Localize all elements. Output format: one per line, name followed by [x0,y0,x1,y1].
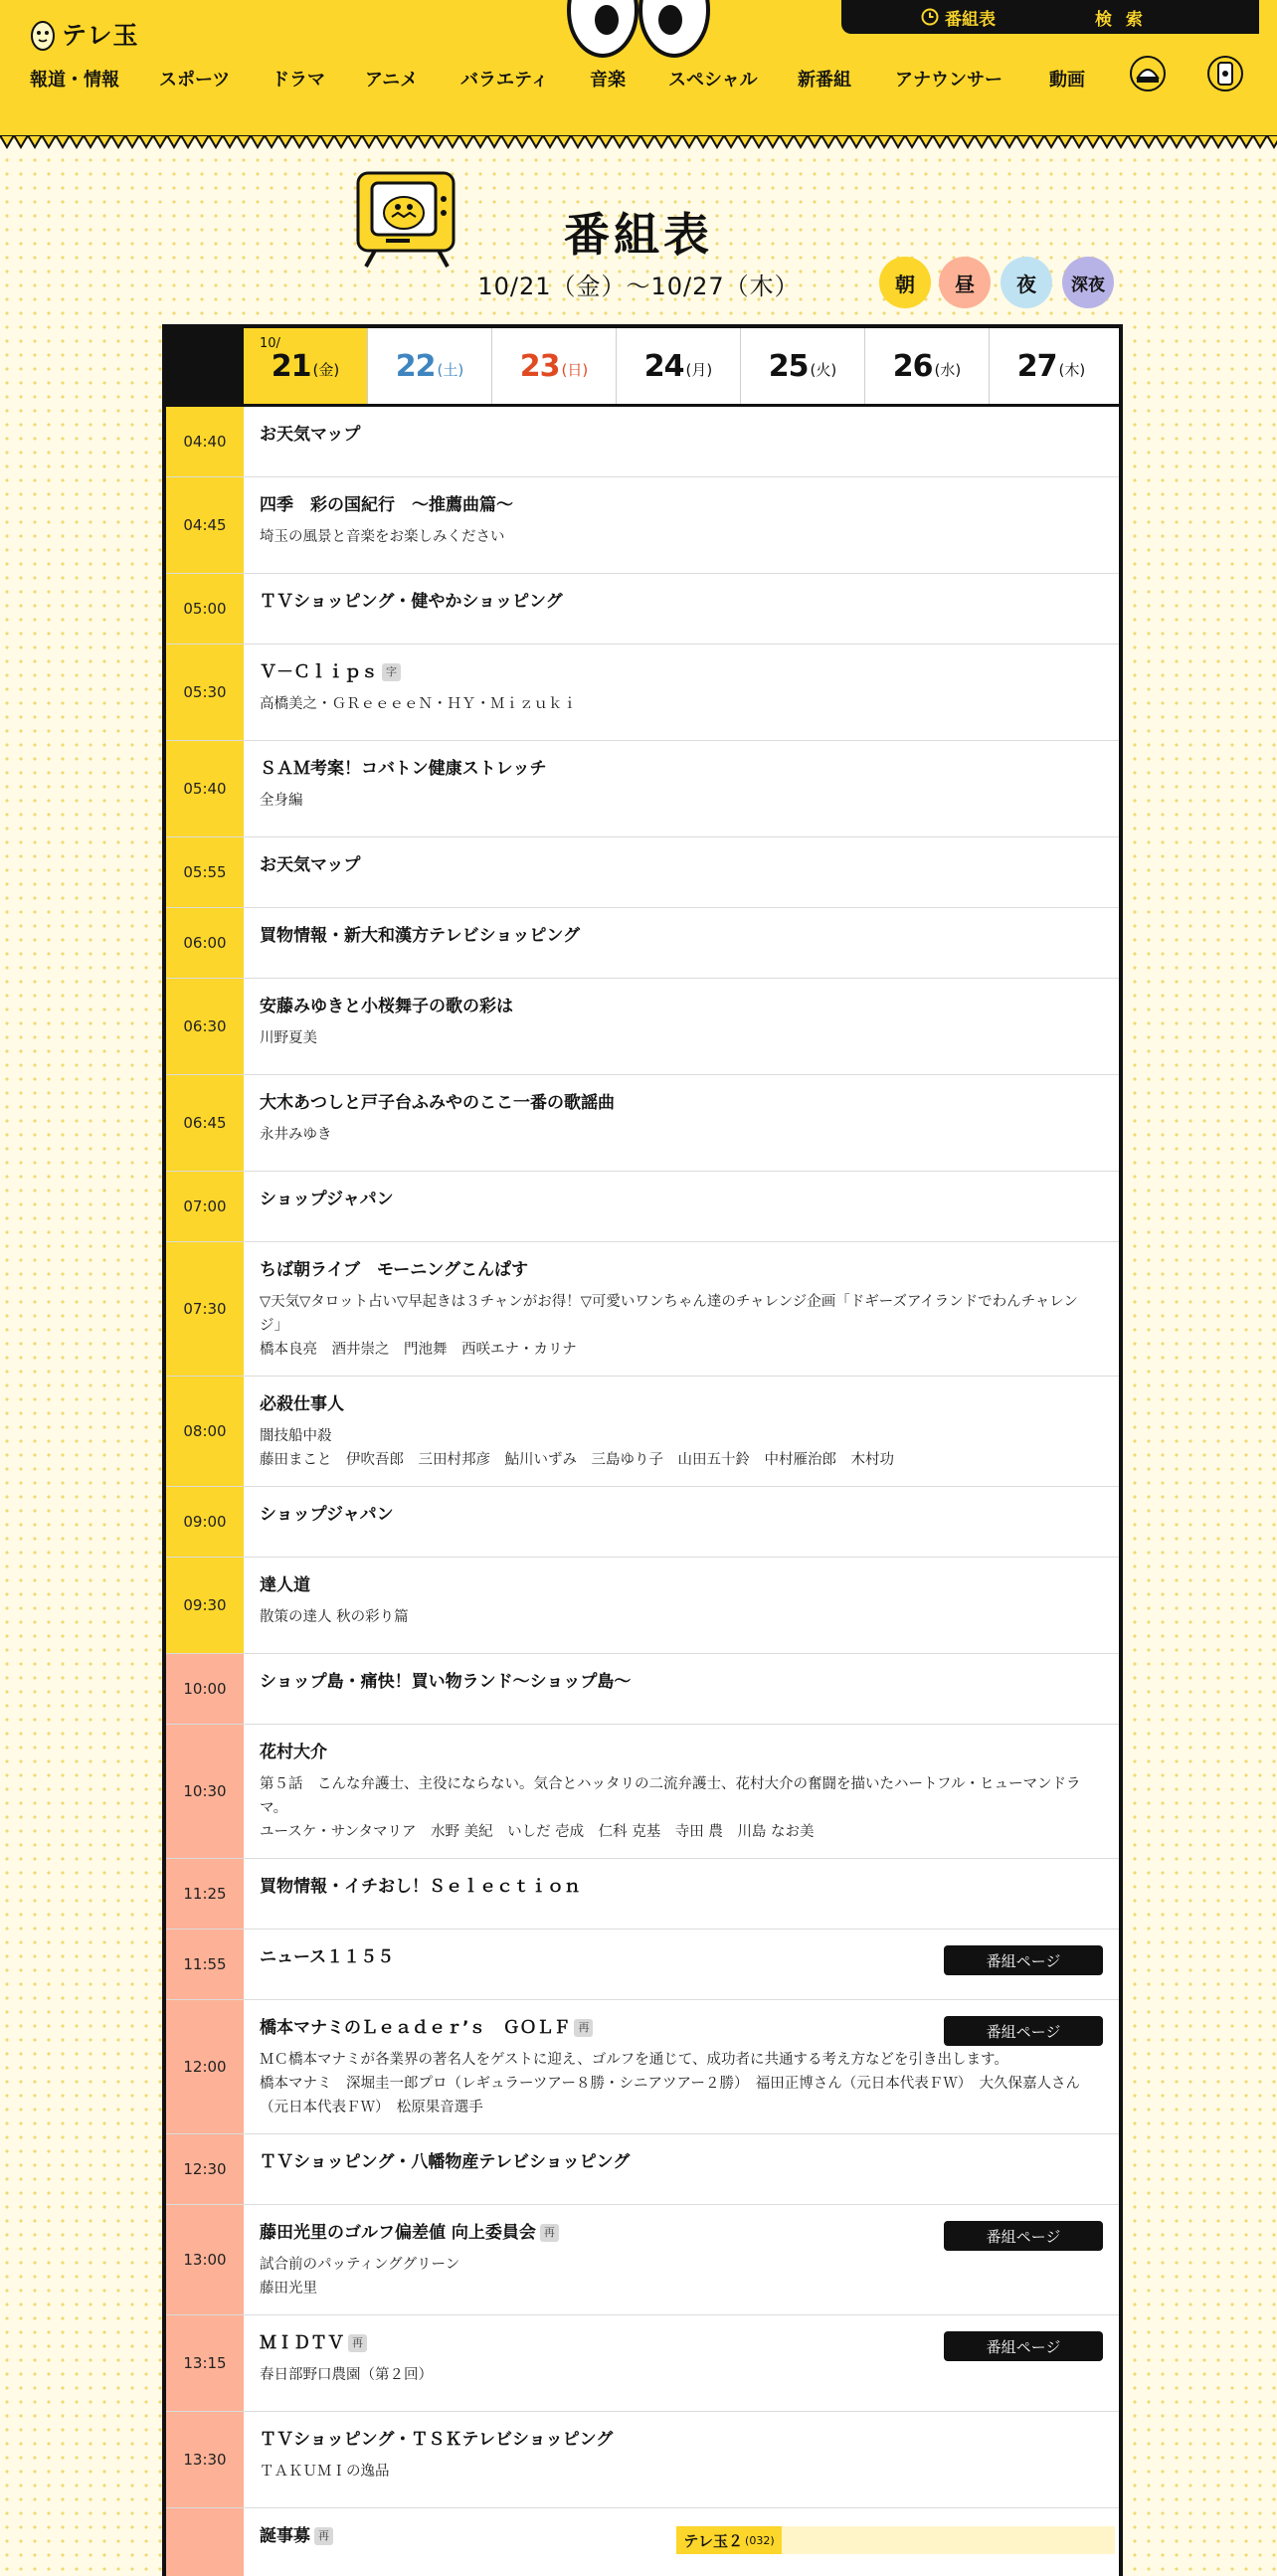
program-row[interactable] [166,1242,1119,1377]
program-body [244,574,1119,644]
logo-text: テレ玉 [62,21,139,50]
program-time: 10:00 [166,1654,244,1724]
day-tab-weekday: (日) [561,360,589,379]
day-tab-date: 25 [768,348,809,384]
program-time: 13:30 [166,2412,244,2507]
nav-item[interactable]: スペシャル [668,70,758,91]
tamago-mascot-icon [30,14,56,54]
program-badge: 再 [540,2224,559,2242]
program-time: 05:00 [166,574,244,644]
day-tab-date: 21 [271,348,311,384]
program-page-button[interactable]: 番組ページ [944,2221,1103,2251]
program-body [244,1558,1119,1653]
program-title[interactable]: ＴＶショッピング・健やかショッピング [260,592,563,612]
program-body [244,1377,1119,1486]
date-range: 10/21（金）〜10/27（木） [477,273,800,300]
program-description: 全身編 [260,793,303,809]
program-row[interactable] [166,644,1119,741]
program-body [244,2134,1119,2204]
program-row[interactable] [166,1558,1119,1654]
program-time: 13:00 [166,2205,244,2314]
program-time: 09:30 [166,1558,244,1653]
program-row[interactable] [166,1377,1119,1487]
program-title[interactable]: ショップジャパン [260,1190,394,1209]
program-title-line [260,1571,1103,1599]
program-title[interactable]: 買物情報・新大和漢方テレビショッピング [260,926,580,946]
program-row[interactable] [166,1075,1119,1172]
day-tabs [166,328,1119,407]
time-of-day-button[interactable]: 朝 [879,257,931,308]
day-tab-weekday: (月) [685,360,713,379]
program-time: 13:15 [166,2315,244,2411]
nav-item[interactable]: 報道・情報 [30,70,119,91]
teletama-club-icon[interactable] [1128,54,1168,93]
program-title[interactable]: 大木あつしと戸子台ふみやのここ一番の歌謡曲 [260,1093,615,1113]
program-title-line [260,755,1103,783]
program-row[interactable] [166,2315,1119,2412]
schedule-link-label: 番組表 [945,9,996,30]
program-row[interactable] [166,574,1119,644]
time-of-day-button[interactable]: 深夜 [1062,257,1114,308]
program-title-line [260,1739,1103,1766]
program-body [244,407,1119,476]
search-link[interactable] [1095,5,1147,30]
program-row[interactable] [166,908,1119,979]
program-body [244,644,1119,740]
program-body [244,908,1119,978]
program-body [244,1930,1119,1999]
program-description: 闇技船中殺 藤田まこと 伊吹吾郎 三田村邦彦 鮎川いずみ 三島ゆり子 山田五十鈴 中村雁治郎 木村功 [260,1428,894,1468]
program-row[interactable] [166,2205,1119,2315]
program-title[interactable]: お天気マップ [260,855,361,875]
program-time: 04:40 [166,407,244,476]
channel-tag[interactable] [676,2526,782,2554]
channel-name: テレ玉２ [683,2531,744,2550]
program-page-button[interactable]: 番組ページ [944,2331,1103,2361]
program-time: 05:55 [166,837,244,907]
program-time: 04:45 [166,477,244,573]
program-row[interactable] [166,1654,1119,1725]
program-title[interactable]: 藤田光里のゴルフ偏差値 向上委員会 [260,2223,536,2243]
day-tab-date: 23 [519,348,560,384]
day-tab-month: 10/ [260,336,280,351]
program-row[interactable] [166,2000,1119,2134]
program-title-line [260,922,1103,950]
program-title-line [260,851,1103,879]
program-row[interactable] [166,2412,1119,2508]
program-title[interactable]: 橋本マナミのＬｅａｄｅｒ’ｓ ＧＯＬＦ [260,2018,571,2038]
program-title[interactable]: 買物情報・イチおし！Ｓｅｌｅｃｔｉｏｎ [260,1877,581,1897]
program-title[interactable]: ＴＶショッピング・八幡物産テレビショッピング [260,2152,631,2172]
program-list [166,407,1119,2576]
program-time: 07:30 [166,1242,244,1376]
clock-icon [921,8,939,26]
day-tab-weekday: (火) [810,360,837,379]
day-tab[interactable] [491,328,616,404]
program-body [244,1654,1119,1724]
day-tab-weekday: (金) [312,360,340,379]
mascot-eyes-icon [567,0,711,62]
program-schedule [162,324,1123,2576]
program-row[interactable] [166,1725,1119,1859]
site-header [0,0,1277,139]
program-description: 川野夏美 [260,1030,317,1046]
program-badge: 字 [382,663,401,681]
program-time: 11:25 [166,1859,244,1929]
program-body [244,1242,1119,1376]
program-description: ▽天気▽タロット占い▽早起きは３チャンがお得！▽可愛いワンちゃん達のチャレンジ企画「ドギーズアイランドでわんチャレンジ」 橋本良亮 酒井崇之 門池舞 西咲エナ・カリナ [260,1294,1078,1358]
day-tabs-corner [166,328,244,404]
day-tab[interactable] [616,328,740,404]
day-tab[interactable] [864,328,989,404]
teletama-data-icon[interactable] [1205,54,1245,93]
program-title-line [260,588,1103,616]
page-title: 番組表 [564,208,713,262]
program-title-line [260,1089,1103,1117]
program-row[interactable] [166,407,1119,477]
program-body [244,1487,1119,1557]
program-row[interactable] [166,837,1119,908]
time-of-day-button[interactable]: 夜 [1001,257,1052,308]
day-tab-weekday: (水) [934,360,962,379]
nav-item[interactable]: アナウンサー [895,70,1003,91]
program-body [244,1725,1119,1858]
program-title-line [260,1873,1103,1901]
program-body [244,2000,1119,2133]
program-title[interactable]: ＭＩＤＴＶ [260,2333,344,2353]
schedule-link[interactable] [921,5,996,30]
program-body [244,837,1119,907]
program-time: 06:45 [166,1075,244,1171]
day-tab[interactable] [740,328,864,404]
day-tab[interactable] [989,328,1113,404]
program-description: 散策の達人 秋の彩り篇 [260,1609,409,1625]
nav-item[interactable]: バラエティ [460,70,549,91]
program-title[interactable]: Ｖ－Ｃｌｉｐｓ [260,662,378,682]
program-body [244,1859,1119,1929]
program-title[interactable]: ショップジャパン [260,1505,394,1525]
program-title-line [260,658,1103,686]
program-body [244,2315,1119,2411]
day-tab-date: 27 [1016,348,1057,384]
program-time: 12:00 [166,2000,244,2133]
program-title[interactable]: ＴＶショッピング・ＴＳＫテレビショッピング [260,2430,614,2450]
nav-item[interactable]: 動画 [1049,70,1085,91]
day-tab-date: 26 [892,348,933,384]
program-description: 埼玉の風景と音楽をお楽しみください [260,529,505,545]
program-time: 09:00 [166,1487,244,1557]
program-title-line [260,491,1103,519]
program-page-button[interactable]: 番組ページ [944,2016,1103,2046]
program-title-line [260,1390,1103,1418]
day-tab-date: 24 [643,348,684,384]
program-row[interactable] [166,741,1119,837]
program-time: 06:00 [166,908,244,978]
program-title[interactable]: 達人道 [260,1575,310,1595]
program-time: 12:30 [166,2134,244,2204]
program-row[interactable] [166,1859,1119,1930]
program-title[interactable]: ニュース１１５５ [260,1947,395,1967]
program-time: 10:30 [166,1725,244,1858]
day-tab-date: 22 [395,348,436,384]
program-row[interactable] [166,979,1119,1075]
program-row[interactable] [166,1172,1119,1242]
program-description: 春日部野口農園（第２回） [260,2367,433,2383]
program-time: 11:55 [166,1930,244,1999]
program-title[interactable]: 必殺仕事人 [260,1394,344,1414]
program-body [244,2412,1119,2507]
day-tab-weekday: (木) [1058,360,1086,379]
day-tab-weekday: (土) [437,360,464,379]
program-title[interactable]: ＳＡＭ考案！コバトン健康ストレッチ [260,759,547,779]
time-of-day-button[interactable]: 昼 [939,257,991,308]
channel-band [782,2526,1115,2554]
program-time: 07:00 [166,1172,244,1241]
program-badge: 再 [348,2334,367,2352]
program-title-line [260,2148,1103,2176]
nav-item[interactable]: ドラマ [272,70,325,91]
program-row[interactable] [166,477,1119,574]
program-title[interactable]: ちば朝ライブ モーニングこんぱす [260,1260,528,1280]
day-tab[interactable] [367,328,491,404]
program-title-line [260,993,1103,1020]
program-title[interactable]: 誕事募 [260,2526,310,2546]
program-time [166,2508,244,2576]
program-time: 05:40 [166,741,244,836]
program-title[interactable]: 花村大介 [260,1743,327,1762]
program-title[interactable]: 安藤みゆきと小桜舞子の歌の彩は [260,997,513,1016]
program-badge: 再 [574,2019,593,2037]
program-title-line [260,421,1103,449]
program-description: 高橋美之・ＧＲｅｅｅｅＮ・ＨＹ・Ｍｉｚｕｋｉ [260,696,577,712]
program-body [244,2205,1119,2314]
program-description: ＴＡＫＵＭＩの逸品 [260,2464,390,2480]
program-body [244,741,1119,836]
program-description: 試合前のパッティンググリーン 藤田光里 [260,2257,460,2297]
nav-item[interactable]: 新番組 [798,70,851,91]
site-logo[interactable] [30,14,139,54]
channel-number: (032) [745,2533,775,2547]
program-description: 永井みゆき [260,1127,332,1143]
program-title[interactable]: お天気マップ [260,425,361,445]
search-link-label: 検 索 [1095,9,1147,30]
nav-item[interactable]: アニメ [365,70,419,91]
program-title-line [260,1256,1103,1284]
program-description: ＭＣ橋本マナミが各業界の著名人をゲストに迎え、ゴルフを通じて、成功者に共通する考え方などを引き出します。 橋本マナミ 深堀圭一郎プロ（レギュラーツアー８勝・シニアツアー２勝） 福田正博さん（元日本代表ＦＷ） 大久保嘉人さん（元日本代表ＦＷ） 松原果音選手 [260,2052,1081,2116]
utility-bar [841,0,1259,34]
nav-item[interactable]: スポーツ [159,70,231,91]
program-page-button[interactable]: 番組ページ [944,1945,1103,1975]
program-body [244,1075,1119,1171]
program-title-line [260,2426,1103,2454]
program-row[interactable] [166,1487,1119,1558]
program-time: 08:00 [166,1377,244,1486]
program-body [244,1172,1119,1241]
header-zigzag-border [0,135,1277,149]
program-row[interactable] [166,1930,1119,2000]
program-title-line [260,1668,1103,1696]
program-row[interactable] [166,2134,1119,2205]
program-description: 第５話 こんな弁護士、主役にならない。気合とハッタリの二流弁護士、花村大介の奮闘を描いたハートフル・ヒューマンドラマ。 ユースケ・サンタマリア 水野 美紀 いしだ 壱成 仁科 克基 寺田 農 川島 なお美 [260,1776,1081,1840]
program-badge: 再 [314,2527,333,2545]
day-tab[interactable] [244,328,367,404]
nav-item[interactable]: 音楽 [590,70,626,91]
program-title[interactable]: ショップ島・痛快！買い物ランド～ショップ島～ [260,1672,632,1692]
program-body [244,979,1119,1074]
program-title-line [260,1186,1103,1213]
program-title[interactable]: 四季 彩の国紀行 ～推薦曲篇～ [260,495,513,515]
program-time: 05:30 [166,644,244,740]
program-time: 06:30 [166,979,244,1074]
program-title-line [260,1501,1103,1529]
program-body [244,477,1119,573]
